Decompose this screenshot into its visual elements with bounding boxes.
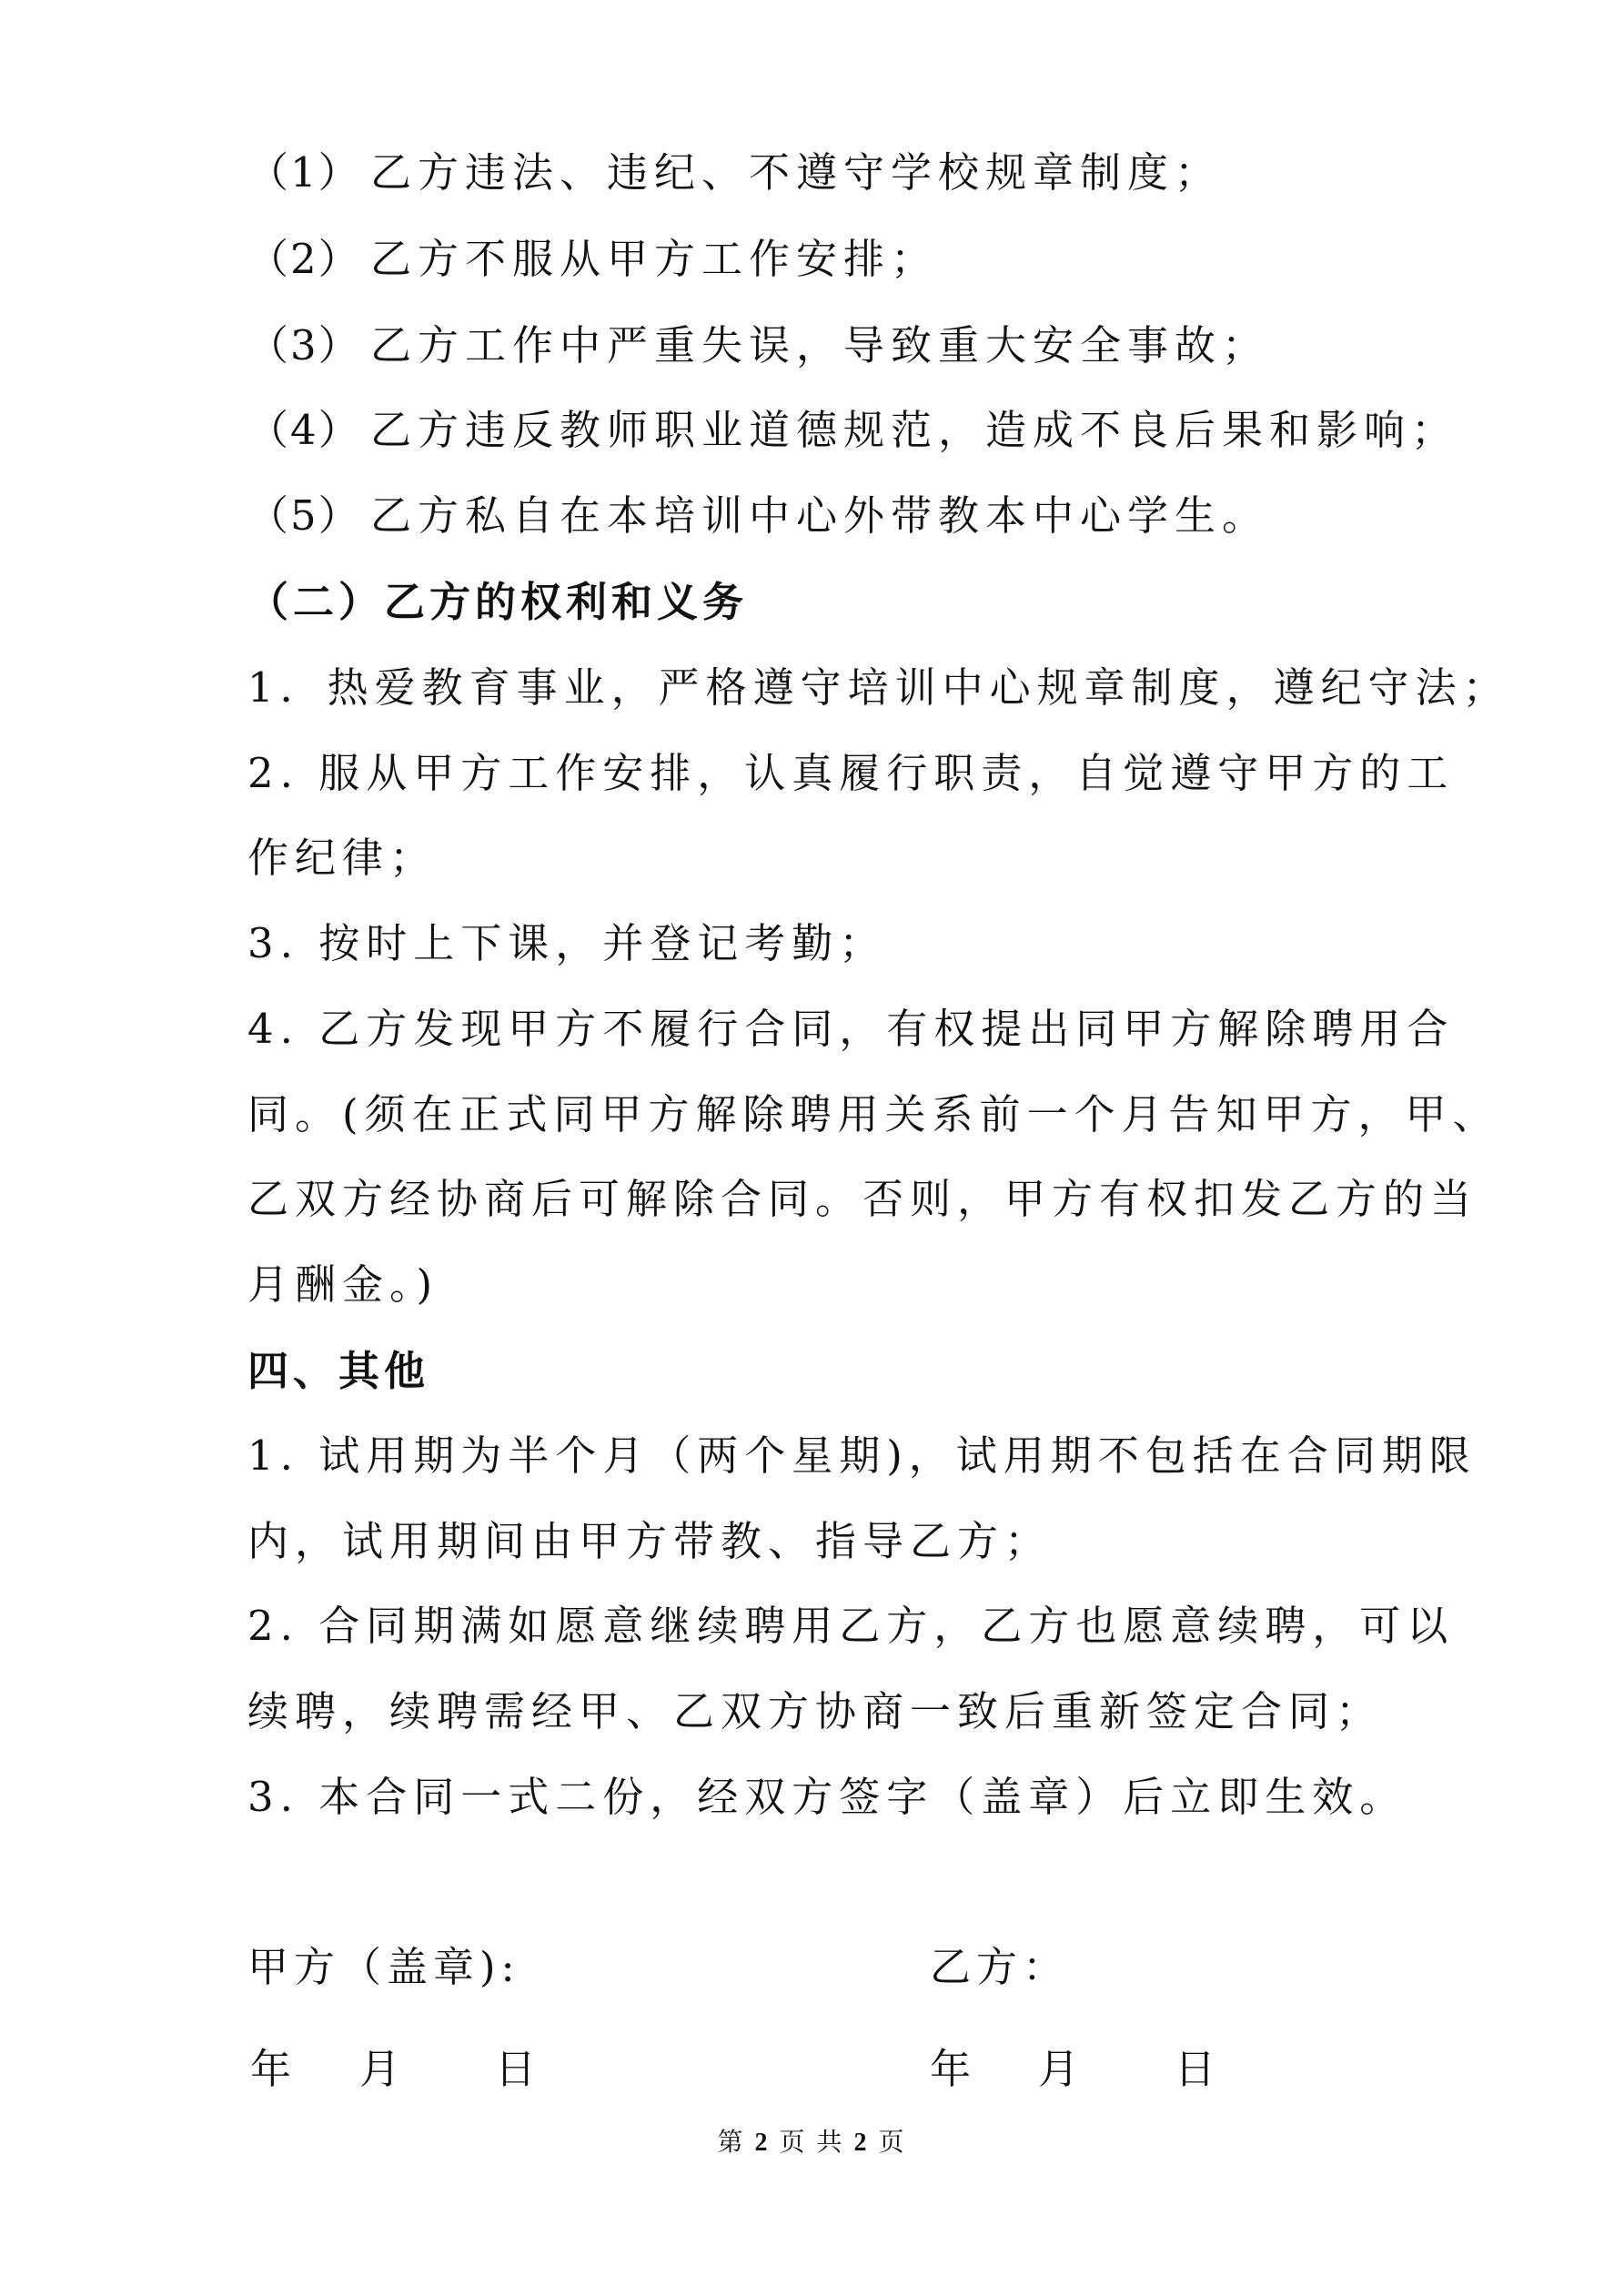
item-text: 乙方违反教师职业道德规范，造成不良后果和影响； <box>370 406 1459 454</box>
paragraph-line: 3. 本合同一式二份，经双方签字（盖章）后立即生效。 <box>247 1773 1407 1821</box>
party-b-day-label: 日 <box>1175 2045 1216 2093</box>
party-b-signature-label: 乙方： <box>930 1943 1070 1991</box>
paragraph-line: 同。(须在正式同甲方解除聘用关系前一个月告知甲方，甲、 <box>247 1090 1500 1138</box>
paragraph-line: 2. 服从甲方工作安排，认真履行职责，自觉遵守甲方的工 <box>247 749 1455 797</box>
total-pages-number: 2 <box>853 2129 870 2157</box>
item-number: （3） <box>247 321 361 369</box>
section-heading-other: 四、其他 <box>247 1347 430 1395</box>
page-footer <box>0 2125 1624 2161</box>
paragraph-line: 乙双方经协商后可解除合同。否则，甲方有权扣发乙方的当 <box>247 1175 1478 1223</box>
list-item <box>247 146 1222 200</box>
paragraph-line: 内，试用期间由甲方带教、指导乙方； <box>247 1517 1053 1565</box>
footer-prefix: 第 <box>717 2129 746 2157</box>
item-text: 乙方私自在本培训中心外带教本中心学生。 <box>370 491 1270 540</box>
item-text: 乙方不服从甲方工作安排； <box>370 235 939 283</box>
item-text: 乙方违法、违纪、不遵守学校规章制度； <box>370 148 1223 197</box>
paragraph-line: 1．热爱教育事业，严格遵守培训中心规章制度，遵纪守法； <box>247 663 1510 712</box>
party-b-year-label: 年 <box>930 2045 972 2093</box>
party-a-month-label: 月 <box>359 2045 401 2093</box>
paragraph-line: 2. 合同期满如愿意继续聘用乙方，乙方也愿意续聘，可以 <box>247 1602 1455 1650</box>
paragraph-line: 月酬金。) <box>247 1260 439 1309</box>
list-item <box>247 489 1269 543</box>
paragraph-line: 3. 按时上下课，并登记考勤； <box>247 919 887 967</box>
list-item <box>247 403 1458 458</box>
item-text: 乙方工作中严重失误，导致重大安全事故； <box>370 321 1270 369</box>
item-number: （2） <box>247 235 361 283</box>
current-page-number: 2 <box>754 2129 771 2157</box>
item-number: （4） <box>247 406 361 454</box>
paragraph-line: 1. 试用期为半个月（两个星期)，试用期不包括在合同期限 <box>247 1431 1477 1480</box>
footer-middle: 页 共 <box>779 2129 845 2157</box>
item-number: （5） <box>247 491 361 540</box>
party-a-year-label: 年 <box>250 2045 292 2093</box>
paragraph-line: 续聘，续聘需经甲、乙双方协商一致后重新签定合同； <box>247 1687 1384 1735</box>
paragraph-line: 作纪律； <box>247 834 438 882</box>
item-number: （1） <box>247 148 361 197</box>
footer-suffix: 页 <box>878 2129 907 2157</box>
list-item <box>247 232 938 287</box>
paragraph-line: 4. 乙方发现甲方不履行合同，有权提出同甲方解除聘用合 <box>247 1005 1455 1053</box>
party-a-day-label: 日 <box>495 2045 537 2093</box>
list-item <box>247 319 1269 373</box>
party-b-month-label: 月 <box>1038 2045 1080 2093</box>
section-heading-rights: （二）乙方的权利和义务 <box>247 578 749 626</box>
party-a-signature-label: 甲方（盖章): <box>247 1943 520 1991</box>
